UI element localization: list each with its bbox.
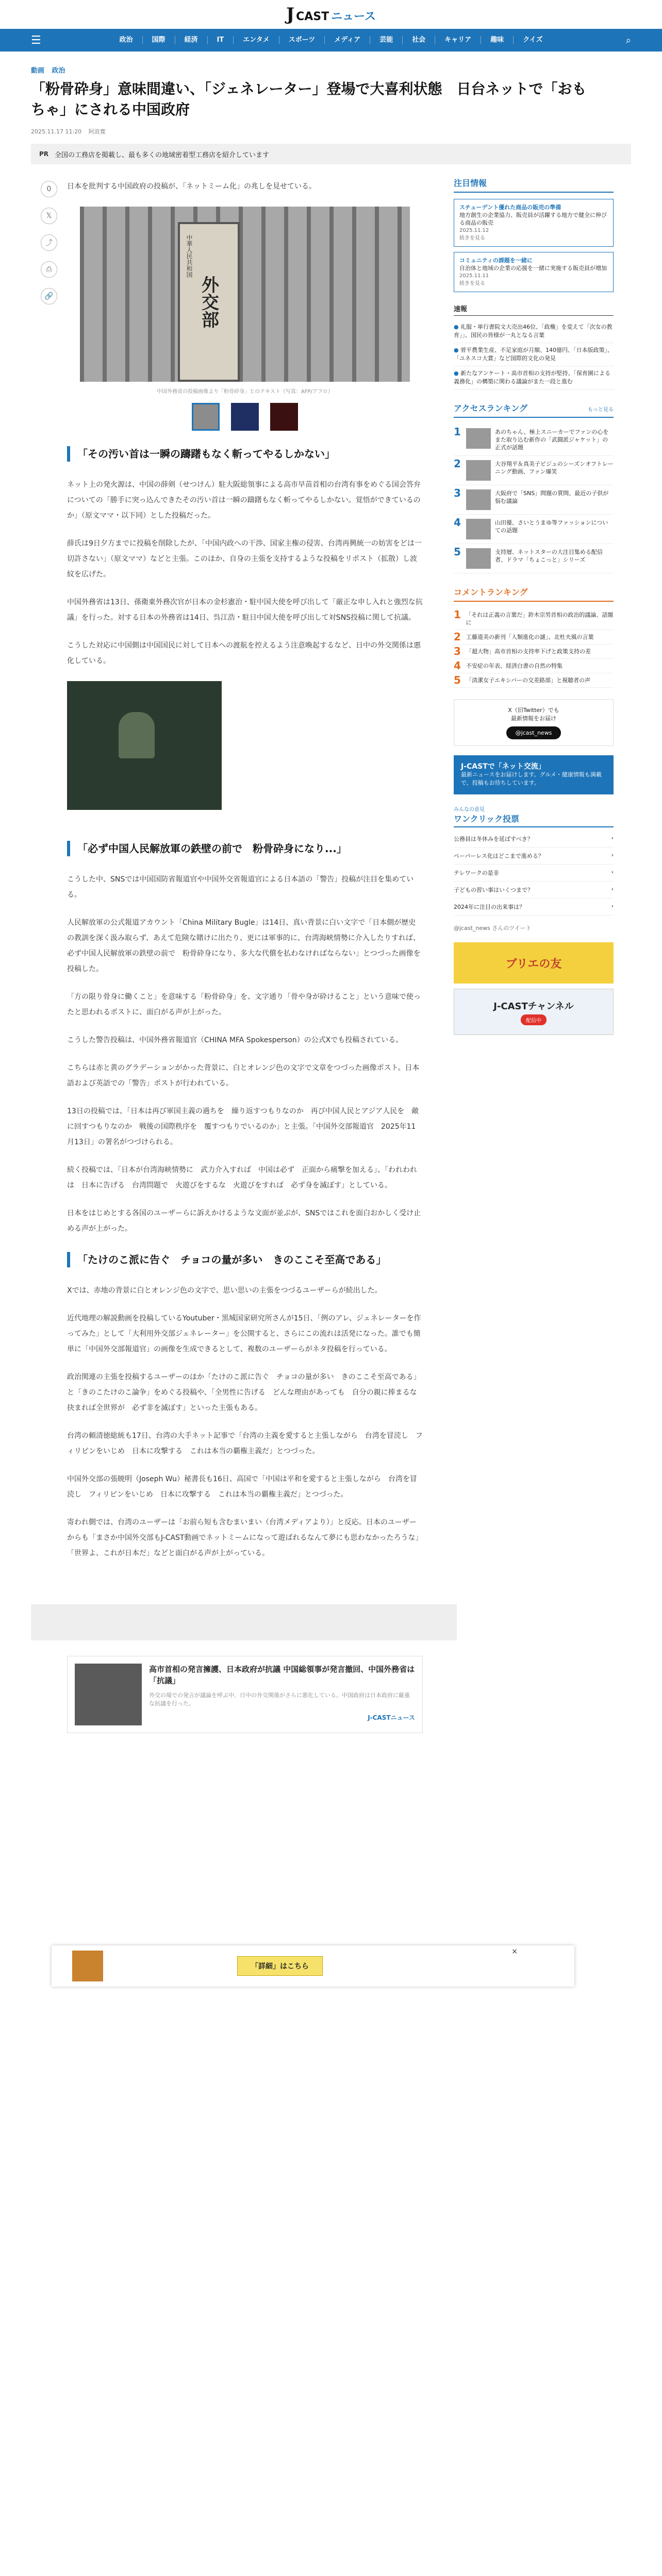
paragraph: 寄われ側では、台湾のユーザーは「お前ら短も含むまいまい（台湾メディアより）」と反応。日本のユーザーからも「まさか中国外交部もJ-CAST動画でネットミームになって遊ばれるなんて夢にも思わなかったろうな」「世界よ、これが日本だ」などと面白がる声が上がっている。 <box>67 1518 423 1557</box>
ministry-sign <box>178 222 240 382</box>
chevron-right-icon: › <box>611 852 614 858</box>
access-ranking-heading: アクセスランキング もっと見る <box>454 402 614 418</box>
pr-label: PR <box>39 150 49 158</box>
ranking-thumb <box>466 519 491 539</box>
tweets-label[interactable]: @jcast_news さんのツイート <box>454 925 532 931</box>
paragraph: こうした対応に中国側は中国国民に対して日本への渡航を控えるよう注意喚起するなど、日中の外交関係は悪化している。 <box>67 641 421 665</box>
category-video[interactable]: 動画 <box>31 67 45 75</box>
paragraph: 近代地理の解説動画を投稿しているYoutuber・黒城国家研究所さんが15日、「例のアレ、ジェネレーターを作ってみた」として「大利用外交部ジェネレーター」を公開すると、さらにこの流れは活発になった。誰でも簡単に「中国外交部報道官」の画像を生成できるとして、複数のユーザーらがネタ投稿を行っている。 <box>67 1314 421 1353</box>
ranking-item[interactable]: 4 山田優、さいとうまゆ等ファッションについての話題 <box>454 515 614 544</box>
related-thumb <box>75 1664 142 1725</box>
comment-icon[interactable] <box>41 181 57 197</box>
poll-item[interactable]: 2024年に注目の出来事は？ › <box>454 899 614 916</box>
comment-ranking-item[interactable]: 2 工藤道美の新刊「人類進化の謎」、北杜夫風の言葉 <box>454 630 614 645</box>
paragraph: こちらは赤と黄のグラデーションがかった背景に、白とオレンジ色の文字で文章をつづった画像ポスト。日本語および英語での「警告」ポストが行われている。 <box>67 1064 420 1088</box>
section-heading: 「必ず中国人民解放軍の鉄壁の前で 粉骨砕身になり...」 <box>67 841 423 856</box>
photo-thumb[interactable] <box>231 403 259 431</box>
comment-ranking-heading: コメントランキング <box>454 586 614 602</box>
notice-item[interactable] <box>454 252 614 292</box>
notice-title: スチューデント優れた商品の販売の準備 <box>459 204 561 211</box>
paragraph: 続く投稿では、「日本が台湾海峡情勢に 武力介入すれば 中国は必ず 正面から痛撃を加える」、「われわれは 日本に告げる 台湾問題で 火遊びをするな 火遊びをすれば 必ず身を滅ぼす」としている。 <box>67 1166 417 1190</box>
nav-item[interactable]: 国際 <box>143 36 175 44</box>
logo-j: J <box>286 4 294 25</box>
logo-cast: CAST <box>296 10 329 23</box>
sidebar <box>454 177 614 1573</box>
ad-slot <box>31 1604 457 1640</box>
comment-ranking-item[interactable]: 3 「超大物」高市首相の支持率下げと政策支持の差 <box>454 645 614 659</box>
nav-item[interactable]: メディア <box>325 36 370 44</box>
notice-title: コミュニティの課題を一緒に <box>459 257 533 264</box>
poll-item[interactable]: 公務員は冬休みを延ばすべき？ › <box>454 831 614 848</box>
ranking-thumb <box>466 460 491 481</box>
paragraph: 人民解放軍の公式報道アカウント「China Military Bugle」は14日、真い背景に白い文字で「日本側が歴史の教訓を深く汲み取らず、あえて危険な賭けに出たり、更には軍事的に、台湾海峡情勢に介入したりすれば、必ず中国人民解放軍の鉄壁の前で 粉骨砕身になり、多大な代償を払わなければならない」とつづった画像を投稿した。 <box>67 919 421 973</box>
comment-ranking-item[interactable]: 5 「清潔女子エキシバーの交差路部」と視聴者の声 <box>454 673 614 688</box>
site-logo[interactable] <box>286 4 376 25</box>
chevron-right-icon: › <box>611 835 614 841</box>
banner-ad[interactable]: ブリエの友 <box>454 942 614 984</box>
related-desc: 外交の場での発言が議論を呼ぶ中、日中の外交関係がさらに悪化している。中国政府は日本政府に厳重な抗議を行った。 <box>149 1692 410 1707</box>
building-image <box>80 207 410 382</box>
close-icon[interactable]: × <box>511 1947 518 1956</box>
ad-thumb <box>72 1951 103 1981</box>
nav-item[interactable]: キャリア <box>435 36 481 44</box>
nav-item[interactable]: クイズ <box>523 36 543 44</box>
paragraph: 台湾の頼清徳総統も17日、台湾の大手ネット記事で「台湾の主義を愛すると主張しながら 台湾を冒涜し フィリピンをいじめ 日本に攻撃する これは本当の覇権主義だ」とつづった。 <box>67 1432 423 1455</box>
floating-ad[interactable] <box>52 1945 574 1987</box>
share-icon[interactable]: ⤴ <box>41 234 57 251</box>
ranking-thumb <box>466 489 491 510</box>
comment-ranking-item[interactable]: 1 「それは正義の言葉だ」鈴木宗男首相の政治的議論、話題に <box>454 608 614 630</box>
promo-box[interactable] <box>454 755 614 794</box>
poll-item[interactable]: ペーパーレス化はどこまで進める？ › <box>454 848 614 865</box>
ranking-thumb <box>466 428 491 449</box>
nav-item[interactable]: 経済 <box>175 36 208 44</box>
video-ad[interactable] <box>67 681 222 810</box>
video-thumbnail <box>119 712 155 758</box>
channel-title: J-CASTチャンネル <box>493 1001 574 1012</box>
paragraph: 政治関連の主張を投稿するユーザーのほか「たけのこ派に告ぐ チョコの量が多い きのここそ至高である」と「きのこたけのこ論争」をめぐる投稿や、「全男性に告げる どんな理由があっても 自分の親に捧まるな 抉まれば全世界が 必ず非を滅ぼす」といった主張もある。 <box>67 1373 424 1412</box>
ranking-item[interactable]: 1 あのちゃん、極上スニーカーでファンの心をまた取り込む新作の「武闘派ジャケット」の正式が話題 <box>454 424 614 456</box>
article-photo[interactable] <box>80 207 410 382</box>
sign-main-text: 外交部 <box>198 276 219 328</box>
photo-thumb[interactable] <box>270 403 298 431</box>
x-text: 最新情報をお届け <box>511 715 556 722</box>
nav-item[interactable]: 社会 <box>403 36 435 44</box>
poll-subtitle: みんなの意見 <box>454 807 485 812</box>
notice-text: 自治体と地域の企業の応援を一緒に実施する販売員が増加 <box>459 265 607 272</box>
channel-banner[interactable] <box>454 989 614 1035</box>
page-wrap <box>31 65 631 1733</box>
article-headline: 「粉骨砕身」意味間違い、「ジェネレーター」登場で大喜利状態 日台ネットで「おもちゃ」にされる中国政府 <box>31 80 587 118</box>
article-date: 2025.11.17 11:20 <box>31 128 82 135</box>
ranking-item[interactable]: 3 大阪府で「SNS」問題の質問、最近の子供が悩む議論 <box>454 485 614 515</box>
notice-more-link[interactable]: 続きを見る <box>459 281 485 286</box>
channel-button[interactable]: 配信中 <box>521 1014 547 1025</box>
more-link[interactable]: もっと見る <box>588 407 614 413</box>
article-author[interactable]: 阿浪寛 <box>88 128 106 135</box>
nav-item[interactable]: スポーツ <box>279 36 325 44</box>
paragraph: 13日の投稿では、「日本は再び軍国主義の過ちを 繰り返すつもりなのか 再び中国人民とアジア人民を 敵に回すつもりなのか 戦後の国際秩序を 覆すつもりでいるのか」と主張。「中国外交部報道官 2025年11月13日」の署名がつづけられる。 <box>67 1107 419 1146</box>
paragraph: 「方の限り骨身に働くこと」を意味する「粉骨砕身」を、文字通り「骨や身が砕けること」という意味で使ったと思われるポストに、面白がる声が上がった。 <box>67 993 421 1016</box>
section-heading: 「たけのこ派に告ぐ チョコの量が多い きのここそ至高である」 <box>67 1252 423 1267</box>
flash-item[interactable]: ● 新たなアンケート・高市首相の支持が堅持、「保育園による義務化」の構築に関わる議論がまた一段と進む <box>454 366 614 389</box>
x-follow-box <box>454 699 614 746</box>
paragraph: 中国外務省は13日、孫衛東外務次官が日本の金杉憲治・駐中国大使を呼び出して「厳正な申し入れと強烈な抗議」を行った。対する日本の外務省は14日、呉江浩・駐日中国大使を呼び出して対SNS投稿に関して抗議。 <box>67 598 423 622</box>
x-icon[interactable]: 𝕏 <box>41 208 57 224</box>
ad-detail-button[interactable]: 「詳細」はこちら <box>237 1956 323 1976</box>
x-follow-button[interactable]: @jcast_news <box>506 726 561 739</box>
nav-item[interactable]: 趣味 <box>481 36 514 44</box>
promo-text: 最新ニュースをお届けします。グルメ・健康情報も満載で、投稿もお待ちしています。 <box>461 771 602 786</box>
flash-item[interactable]: ● 礼服・単行書院文大売出46位、「政権」を変えて「次女の教育」」、国民の皆様が一丸となる言葉 <box>454 320 614 343</box>
article-meta <box>31 127 631 135</box>
comment-count: 0 <box>46 185 52 193</box>
related-source: J-CASTニュース <box>368 1714 415 1721</box>
share-bar <box>31 177 67 1573</box>
paragraph: こうした中、SNSでは中国国防省報道官や中国外交省報道官による日本語の「警告」投稿が注目を集めている。 <box>67 875 414 899</box>
poll-item[interactable]: 子どもの習い事はいくつまで？ › <box>454 882 614 899</box>
chevron-right-icon: › <box>611 869 614 875</box>
main-nav <box>0 29 662 52</box>
nav-list <box>52 36 610 44</box>
poll-title: ワンクリック投票 <box>454 812 614 827</box>
paragraph: Xでは、赤地の背景に白とオレンジ色の文字で、思い思いの主張をつづるユーザーらが続出した。 <box>67 1286 382 1295</box>
notice-item[interactable] <box>454 199 614 247</box>
notice-date: 2025.11.11 <box>459 273 489 279</box>
photo-thumbnails <box>67 403 423 431</box>
nav-item[interactable]: 芸能 <box>370 36 403 44</box>
pr-text: 全国の工務店を掲載し、最も多くの地域密着型工務店を紹介しています <box>55 151 270 159</box>
paragraph: こうした警告投稿は、中国外務省報道官（CHINA MFA Spokesperson）の公式Xでも投稿されている。 <box>67 1036 403 1044</box>
photo-thumb[interactable] <box>192 403 220 431</box>
related-article[interactable] <box>67 1656 423 1733</box>
category-politics[interactable]: 政治 <box>52 67 65 75</box>
paragraph: 薛氏は9日夕方までに投稿を削除したが、「中国内政への干渉、国家主権の侵害、台湾再興統一の妨害をどは一切許さない」（原文ママ）などと主張。このほか、自身の主張を支持するような投稿をリポスト（拡散）し波紋を広げた。 <box>67 539 422 579</box>
article-body <box>67 177 423 1573</box>
paragraph: ネット上の発火源は、中国の薛剣（せつけん）駐大阪総領事による高市早苗首相の台湾有事をめぐる国会答弁についての「勝手に突っ込んできたその汚い首は一瞬の躊躇もなく斬ってやるしかない。覚悟ができているのか」（原文ママ・以下同）とした投稿だった。 <box>67 481 421 520</box>
ranking-item[interactable]: 5 支持層、ネットスターの大注目集める配信者、ドラマ「ちょこっと」シリーズ <box>454 544 614 573</box>
paragraph: 日本をはじめとする各国のユーザーらに訴えかけるような文面が並ぶが、SNSではこれを面白おかしく受け止める声が上がった。 <box>67 1209 421 1233</box>
notice-heading: 注目情報 <box>454 177 614 193</box>
related-title: 高市首相の発言擁護、日本政府が抗議 中国総領事が発言撤回、中国外務省は「抗議」 <box>149 1665 415 1685</box>
search-icon[interactable]: ⌕ <box>625 35 631 46</box>
section-heading: 「その汚い首は一瞬の躊躇もなく斬ってやるしかない」 <box>67 446 423 462</box>
flash-heading: 速報 <box>454 303 614 316</box>
article-lead: 日本を批判する中国政府の投稿が、「ネットミーム化」の兆しを見せている。 <box>67 182 316 191</box>
pr-banner[interactable] <box>31 144 631 164</box>
logo-news: ニュース <box>331 10 376 23</box>
nav-item[interactable]: IT <box>208 36 234 44</box>
chevron-right-icon: › <box>611 886 614 892</box>
category-list <box>31 65 631 75</box>
ranking-item[interactable]: 2 大谷翔平＆真美子ビジュのシーズンオフトレーニング動画、ファン爆笑 <box>454 456 614 485</box>
link-icon[interactable]: 🔗 <box>41 288 57 304</box>
notice-text: 地方創生の企業協力、販売員が活躍する地方で健全に伸びる商品の販売 <box>459 212 607 226</box>
x-title: X（旧Twitter）でも <box>508 707 559 714</box>
promo-title: J-CASTで「ネット交流」 <box>461 762 545 771</box>
nav-item[interactable]: エンタメ <box>234 36 279 44</box>
nav-item[interactable]: 政治 <box>110 36 143 44</box>
site-header <box>0 0 662 29</box>
print-icon[interactable]: ⎙ <box>41 261 57 278</box>
chevron-right-icon: › <box>611 903 614 909</box>
menu-icon[interactable]: ☰ <box>31 33 41 47</box>
notice-date: 2025.11.12 <box>459 228 489 233</box>
paragraph: 中国外交部の張暁明（Joseph Wu）秘書長も16日、高国で「中国は平和を愛すると主張しながら 台湾を冒涜し フィリピンをいじめ 日本に攻撃する これは本当の覇権主義だ」とつづった。 <box>67 1475 417 1499</box>
poll-item[interactable]: テレワークの是非 › <box>454 865 614 882</box>
sign-small-text: 中華人民共和国 <box>186 234 193 278</box>
comment-ranking-item[interactable]: 4 不安症の年表、経済白書の自然の特集 <box>454 659 614 673</box>
notice-more-link[interactable]: 続きを見る <box>459 235 485 241</box>
ranking-thumb <box>466 548 491 569</box>
photo-caption: 中国外務省の投稿画像より「粉骨砕身」とのテキスト（写真：AFP/アフロ） <box>157 389 333 395</box>
flash-item[interactable]: ● 菅平農業生産、不足家庭が月額、140億円、「日本版政策」、「ユネスコ大賞」など国際的文化の発見 <box>454 343 614 366</box>
